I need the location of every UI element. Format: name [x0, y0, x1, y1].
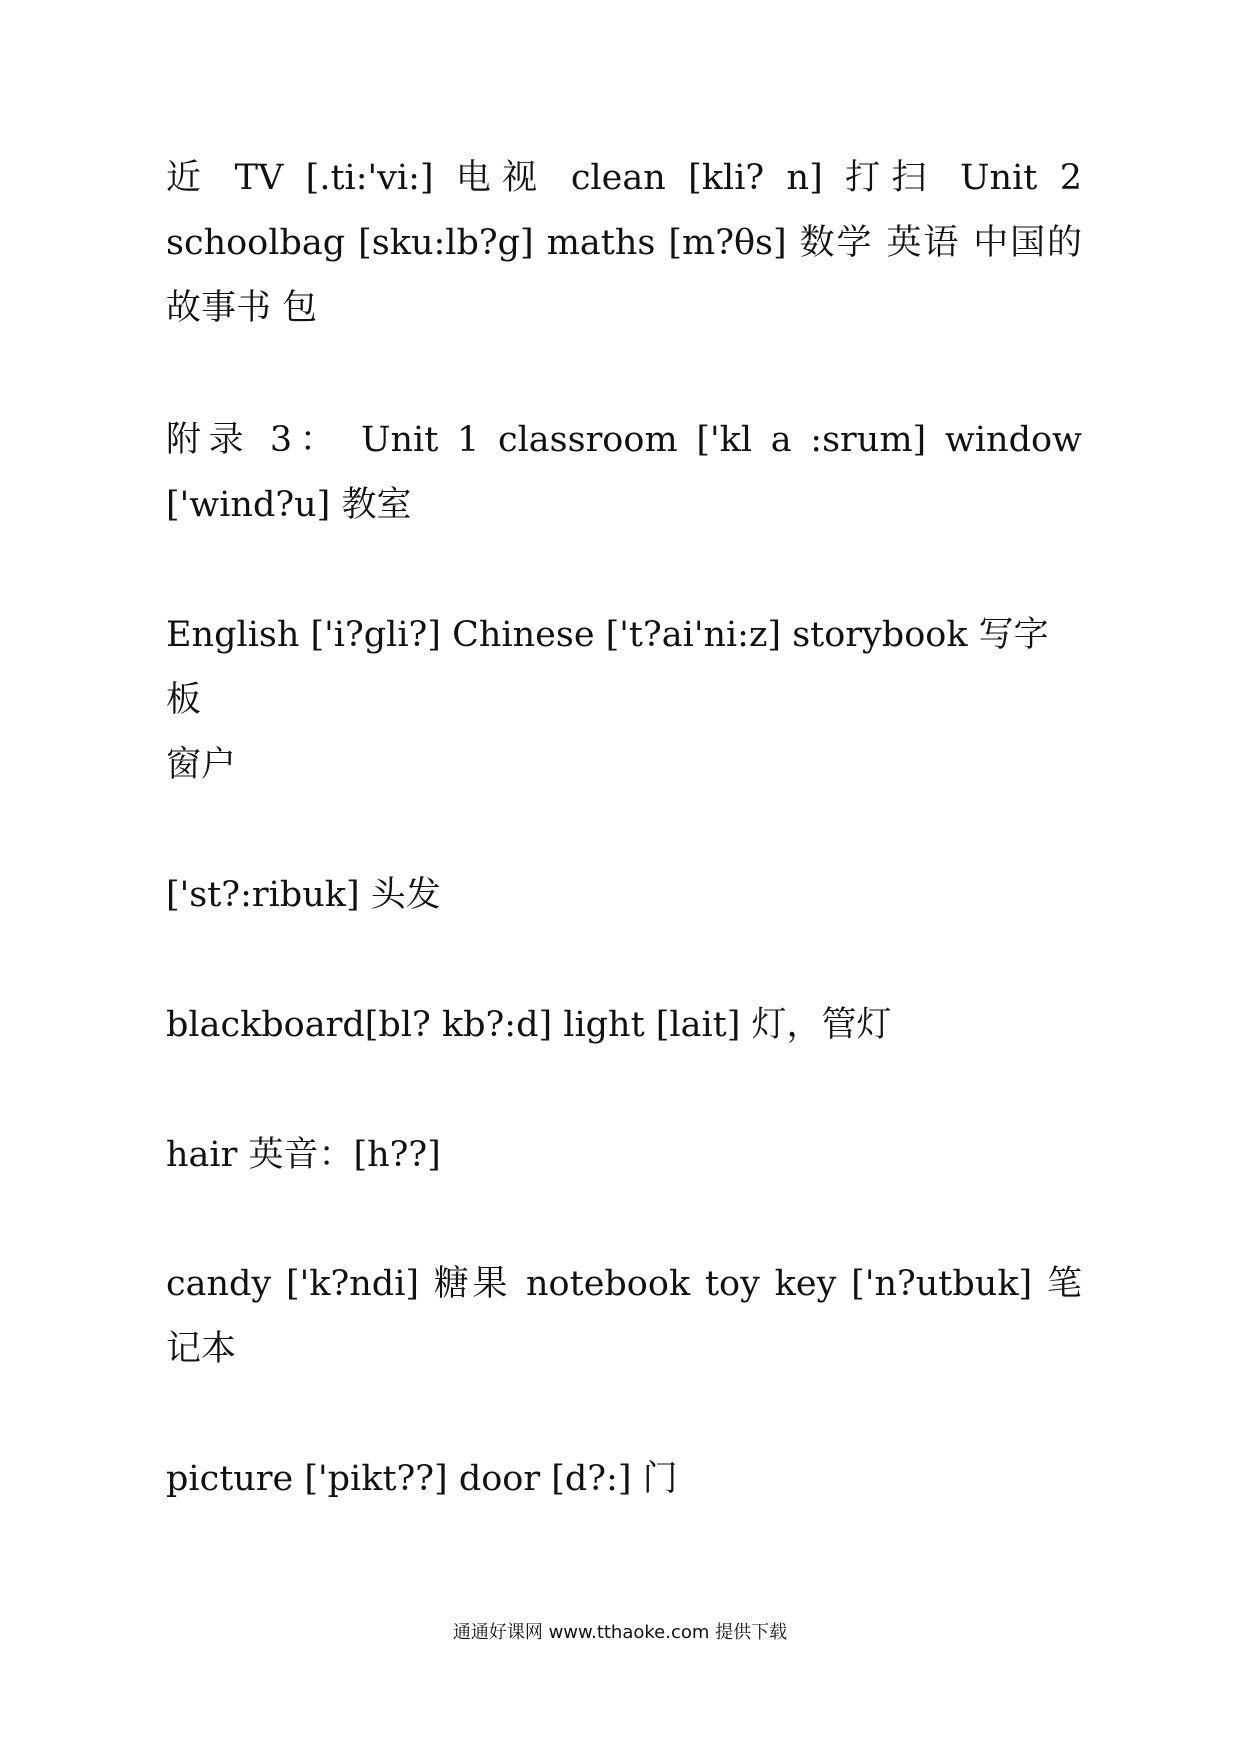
paragraph-vocab-unit2: 近 TV [.ti:'vi:] 电视 clean [kli? n] 打扫 Unit 2 schoolbag [sku:lb?g] maths [m?θs] 数学 英语 中国的 故事书 包	[166, 158, 1082, 328]
paragraph-picture: picture ['pikt??] door [d?:] 门	[166, 1459, 678, 1499]
paragraph-storybook: ['st?:ribuk] 头发	[166, 875, 441, 915]
paragraph-hair: hair 英音：[h??]	[166, 1135, 441, 1175]
paragraph-english-chinese: English ['i?gli?] Chinese ['t?ai'ni:z] storybook 写字板	[166, 615, 1049, 720]
paragraph-window: 窗户	[166, 745, 237, 785]
page-footer: 通通好课网 www.tthaoke.com 提供下载	[452, 1622, 788, 1643]
paragraph-candy: candy ['k?ndi] 糖果 notebook toy key ['n?utbuk] 笔记本	[166, 1264, 1082, 1369]
paragraph-appendix-3: 附录 3： Unit 1 classroom ['kl a :srum] window ['wind?u] 教室	[166, 420, 1082, 525]
paragraph-blackboard: blackboard[bl? kb?:d] light [lait] 灯，管灯	[166, 1005, 892, 1045]
